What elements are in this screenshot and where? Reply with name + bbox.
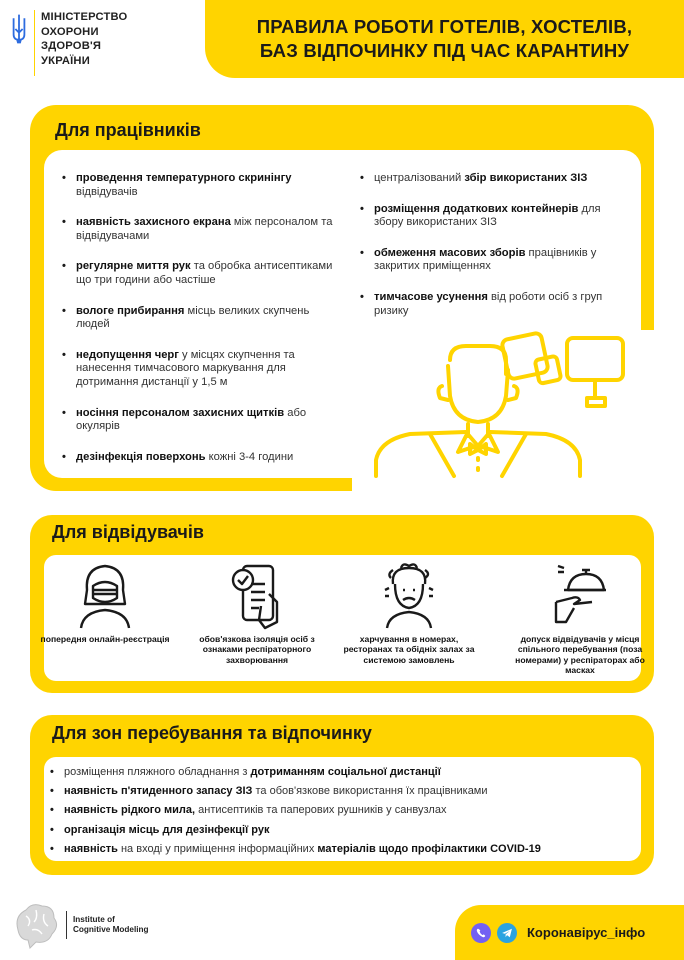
item-bold: дезінфекція поверхонь [76,450,206,463]
list-item [62,451,342,465]
item-text: відвідувачів [76,185,138,198]
visitor-rule-text [510,634,650,676]
ministry-logo [10,10,127,76]
telegram-icon[interactable] [497,923,517,943]
brain-icon [12,900,60,950]
item-bold: матеріалів щодо профілактики COVID-19 [317,842,541,855]
item-text: або окулярів [76,406,307,433]
item-bold: наявність п'ятиденного запасу ЗІЗ [64,785,253,798]
list-item [50,843,630,856]
list-item [62,407,342,434]
item-bold: носіння персоналом захисних щитків [76,406,285,419]
item-text: місць великих скупчень людей [76,304,310,331]
item-bold: дотриманням соціальної дистанції [250,766,441,778]
item-bold: регулярне миття рук [76,260,191,273]
list-item [62,172,342,199]
list-item [360,172,630,186]
item-text: централізований [374,172,465,184]
visitors-title: Для відвідувачів [52,522,204,542]
waiter-icon [370,340,640,480]
item-text: на вході у приміщення інформаційних [117,842,318,855]
ministry-separator [34,10,35,76]
list-item [50,766,630,779]
item-text: у місцях скупчення та нанесення тимчасового маркування для дотримання дистанції у 1,5 м [76,348,295,388]
ministry-line: ЗДОРОВ'Я [41,40,102,52]
item-bold: організація місць для дезінфекції рук [64,823,270,836]
title-line: ПРАВИЛА РОБОТИ ГОТЕЛІВ, ХОСТЕЛІВ, [256,16,633,37]
ministry-line: ОХОРОНИ [41,25,99,38]
visitor-rule-text [187,634,327,665]
institute-separator [66,911,67,939]
institute-logo [12,900,149,950]
item-text: кожні 3-4 години [205,450,294,463]
ministry-line: МІНІСТЕРСТВО [41,11,128,23]
zones-list [50,766,630,862]
item-bold: розміщення додаткових контейнерів [374,202,579,215]
visitor-rule [510,560,650,676]
item-bold: тимчасове усунення [374,290,488,303]
visitor-rule-text [41,634,170,644]
item-text: антисептиків та паперових рушників у санвузлах [195,804,447,817]
workers-left-list [62,172,342,481]
item-bold: проведення температурного скринінгу [76,172,292,184]
list-item [62,349,342,390]
masked-person-icon [77,560,133,630]
visitor-rule [339,560,479,665]
item-bold: попередня онлайн-реєстрація [40,634,170,644]
zones-title: Для зон перебування та відпочинку [52,723,372,743]
list-item [62,260,342,287]
item-bold: вологе прибирання [76,304,185,317]
viber-icon[interactable] [471,923,491,943]
item-text: між персоналом та відвідувачами [76,216,333,242]
list-item [50,785,630,798]
institute-line: Cognitive Modeling [73,925,149,934]
cloche-service-icon [552,560,608,630]
item-bold: обов'язкова ізоляція осіб з ознаками респіраторного захворювання [199,634,315,665]
item-bold: збір використаних ЗІЗ [464,172,588,184]
list-item [360,291,630,318]
visitor-rule [187,560,327,665]
sick-person-icon [381,560,437,630]
institute-line: Institute of [73,915,115,925]
page-title [205,0,684,78]
item-text: для збору використаних ЗІЗ [374,202,601,229]
visitor-rule-text [339,634,479,665]
item-bold: наявність захисного екрана [76,216,231,229]
item-bold: харчування в номерах, ресторанах та обідніх залах за системою замовлень [343,634,475,665]
list-item [50,804,630,817]
workers-title: Для працівників [55,120,201,140]
item-text: та обов'язкове використання їх працівниками [252,785,488,798]
list-item [360,247,630,274]
visitor-rule [35,560,175,644]
list-item [50,824,630,837]
workers-right-list [360,172,630,335]
item-bold: недопущення черг [76,348,179,361]
item-bold: обмеження масових зборів [374,246,526,259]
phone-hand-icon [229,560,285,630]
ministry-name [41,10,127,68]
item-text: працівників у закритих приміщеннях [374,246,597,273]
item-bold: наявність [64,842,118,855]
item-bold: наявність рідкого мила, [64,804,196,817]
list-item [62,305,342,332]
footer-channel[interactable] [455,905,684,960]
title-line: БАЗ ВІДПОЧИНКУ ПІД ЧАС КАРАНТИНУ [259,40,630,61]
list-item [62,216,342,243]
list-item [360,203,630,230]
ministry-line: УКРАЇНИ [41,54,90,67]
channel-name[interactable]: Коронавірус_інфо [527,925,646,940]
item-bold: допуск відвідувачів у місця спільного перебування (поза номерами) у респіраторах або масках [515,634,645,676]
item-text: розміщення пляжного обладнання з [64,766,251,778]
institute-name [73,915,149,934]
item-text: та обробка антисептиками що три години або частіше [76,260,333,286]
item-text: від роботи осіб з груп ризику [374,290,603,317]
trident-icon [10,12,28,46]
